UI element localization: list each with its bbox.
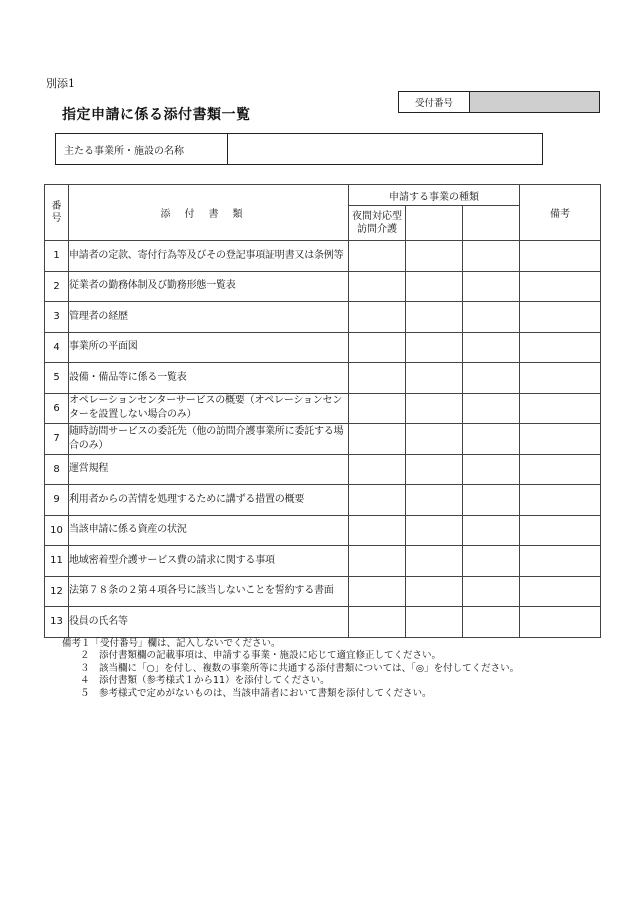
row-number: 2 — [45, 271, 69, 302]
row-document-name: オペレーションセンターサービスの概要（オペレーションセンターを設置しない場合のみ） — [69, 393, 349, 424]
row-check-cell[interactable] — [463, 546, 520, 577]
row-remarks-cell[interactable] — [520, 271, 601, 302]
row-check-cell[interactable] — [349, 241, 406, 272]
col-type-blank-2 — [406, 206, 463, 241]
row-check-cell[interactable] — [349, 485, 406, 516]
row-document-name: 利用者からの苦情を処理するために講ずる措置の概要 — [69, 485, 349, 516]
row-remarks-cell[interactable] — [520, 393, 601, 424]
note-line: ４ 添付書類（参考様式１から11）を添付してください。 — [80, 675, 330, 687]
row-check-cell[interactable] — [463, 271, 520, 302]
row-check-cell[interactable] — [463, 241, 520, 272]
row-check-cell[interactable] — [406, 607, 463, 638]
receipt-number-box — [398, 91, 600, 113]
row-remarks-cell[interactable] — [520, 546, 601, 577]
facility-name-label: 主たる事業所・施設の名称 — [56, 134, 228, 164]
row-check-cell[interactable] — [349, 424, 406, 455]
row-check-cell[interactable] — [349, 363, 406, 394]
table-row — [45, 302, 601, 333]
row-check-cell[interactable] — [406, 363, 463, 394]
remarks-notes — [62, 638, 519, 700]
row-document-name: 役員の氏名等 — [69, 607, 349, 638]
row-check-cell[interactable] — [349, 515, 406, 546]
row-check-cell[interactable] — [463, 393, 520, 424]
row-document-name: 管理者の経歴 — [69, 302, 349, 333]
row-number: 9 — [45, 485, 69, 516]
row-document-name: 従業者の勤務体制及び勤務形態一覧表 — [69, 271, 349, 302]
row-check-cell[interactable] — [463, 454, 520, 485]
row-remarks-cell[interactable] — [520, 607, 601, 638]
row-check-cell[interactable] — [406, 515, 463, 546]
col-type-night-visit — [349, 206, 406, 241]
row-document-name: 運営規程 — [69, 454, 349, 485]
facility-name-box — [55, 133, 543, 165]
row-check-cell[interactable] — [349, 393, 406, 424]
col-number-label: 番 号 — [51, 200, 62, 224]
table-row — [45, 241, 601, 272]
row-document-name: 当該申請に係る資産の状況 — [69, 515, 349, 546]
page-title: 指定申請に係る添付書類一覧 — [62, 107, 251, 123]
row-check-cell[interactable] — [406, 393, 463, 424]
row-number: 5 — [45, 363, 69, 394]
row-number: 7 — [45, 424, 69, 455]
attachment-table — [44, 184, 601, 638]
row-check-cell[interactable] — [349, 271, 406, 302]
table-row — [45, 576, 601, 607]
row-check-cell[interactable] — [349, 302, 406, 333]
row-number: 10 — [45, 515, 69, 546]
row-check-cell[interactable] — [406, 454, 463, 485]
row-number: 4 — [45, 332, 69, 363]
row-check-cell[interactable] — [463, 302, 520, 333]
row-check-cell[interactable] — [406, 241, 463, 272]
row-number: 13 — [45, 607, 69, 638]
table-row — [45, 485, 601, 516]
row-check-cell[interactable] — [406, 302, 463, 333]
row-check-cell[interactable] — [406, 424, 463, 455]
row-check-cell[interactable] — [463, 485, 520, 516]
row-check-cell[interactable] — [349, 332, 406, 363]
col-remarks-header: 備考 — [520, 185, 601, 241]
table-row — [45, 546, 601, 577]
row-check-cell[interactable] — [349, 576, 406, 607]
col-number-header — [45, 185, 69, 241]
row-check-cell[interactable] — [406, 546, 463, 577]
row-check-cell[interactable] — [349, 454, 406, 485]
row-document-name: 事業所の平面図 — [69, 332, 349, 363]
table-row — [45, 271, 601, 302]
row-number: 12 — [45, 576, 69, 607]
row-check-cell[interactable] — [406, 485, 463, 516]
row-remarks-cell[interactable] — [520, 454, 601, 485]
row-check-cell[interactable] — [463, 607, 520, 638]
row-remarks-cell[interactable] — [520, 302, 601, 333]
row-check-cell[interactable] — [349, 546, 406, 577]
row-remarks-cell[interactable] — [520, 241, 601, 272]
row-remarks-cell[interactable] — [520, 515, 601, 546]
table-row — [45, 363, 601, 394]
row-number: 6 — [45, 393, 69, 424]
row-number: 1 — [45, 241, 69, 272]
table-row — [45, 332, 601, 363]
row-check-cell[interactable] — [463, 576, 520, 607]
table-row — [45, 454, 601, 485]
row-document-name: 随時訪問サービスの委託先（他の訪問介護事業所に委託する場合のみ） — [69, 424, 349, 455]
receipt-number-label: 受付番号 — [399, 92, 470, 112]
row-check-cell[interactable] — [406, 271, 463, 302]
row-check-cell[interactable] — [349, 607, 406, 638]
note-line: ３ 該当欄に「○」を付し、複数の事業所等に共通する添付書類については、「◎」を付してください。 — [80, 662, 520, 674]
row-document-name: 地域密着型介護サービス費の請求に関する事項 — [69, 546, 349, 577]
col-documents-header: 添付書類 — [69, 185, 349, 241]
row-remarks-cell[interactable] — [520, 424, 601, 455]
row-document-name: 法第７８条の２第４項各号に該当しないことを誓約する書面 — [69, 576, 349, 607]
row-check-cell[interactable] — [406, 576, 463, 607]
row-remarks-cell[interactable] — [520, 363, 601, 394]
col-type-blank-3 — [463, 206, 520, 241]
note-line: ５ 参考様式で定めがないものは、当該申請者において書類を添付してください。 — [80, 687, 432, 699]
row-number: 8 — [45, 454, 69, 485]
note-line: ２ 添付書類欄の記載事項は、申請する事業・施設に応じて適宜修正してください。 — [80, 650, 442, 662]
row-number: 11 — [45, 546, 69, 577]
facility-name-field[interactable] — [228, 134, 542, 164]
receipt-number-field[interactable] — [470, 92, 599, 112]
row-check-cell[interactable] — [463, 363, 520, 394]
row-check-cell[interactable] — [463, 515, 520, 546]
row-remarks-cell[interactable] — [520, 485, 601, 516]
row-document-name: 設備・備品等に係る一覧表 — [69, 363, 349, 394]
row-remarks-cell[interactable] — [520, 576, 601, 607]
row-number: 3 — [45, 302, 69, 333]
annex-label: 別添1 — [46, 77, 75, 90]
row-check-cell[interactable] — [463, 332, 520, 363]
table-row — [45, 393, 601, 424]
table-row — [45, 424, 601, 455]
table-row — [45, 515, 601, 546]
note-line: 備考１「受付番号」欄は、記入しないでください。 — [62, 638, 281, 649]
col-type-night-visit-label: 夜間対応型 訪問介護 — [352, 211, 402, 235]
row-check-cell[interactable] — [406, 332, 463, 363]
row-document-name: 申請者の定款、寄付行為等及びその登記事項証明書又は条例等 — [69, 241, 349, 272]
col-business-types-header: 申請する事業の種類 — [349, 185, 520, 206]
row-check-cell[interactable] — [463, 424, 520, 455]
table-row — [45, 607, 601, 638]
row-remarks-cell[interactable] — [520, 332, 601, 363]
